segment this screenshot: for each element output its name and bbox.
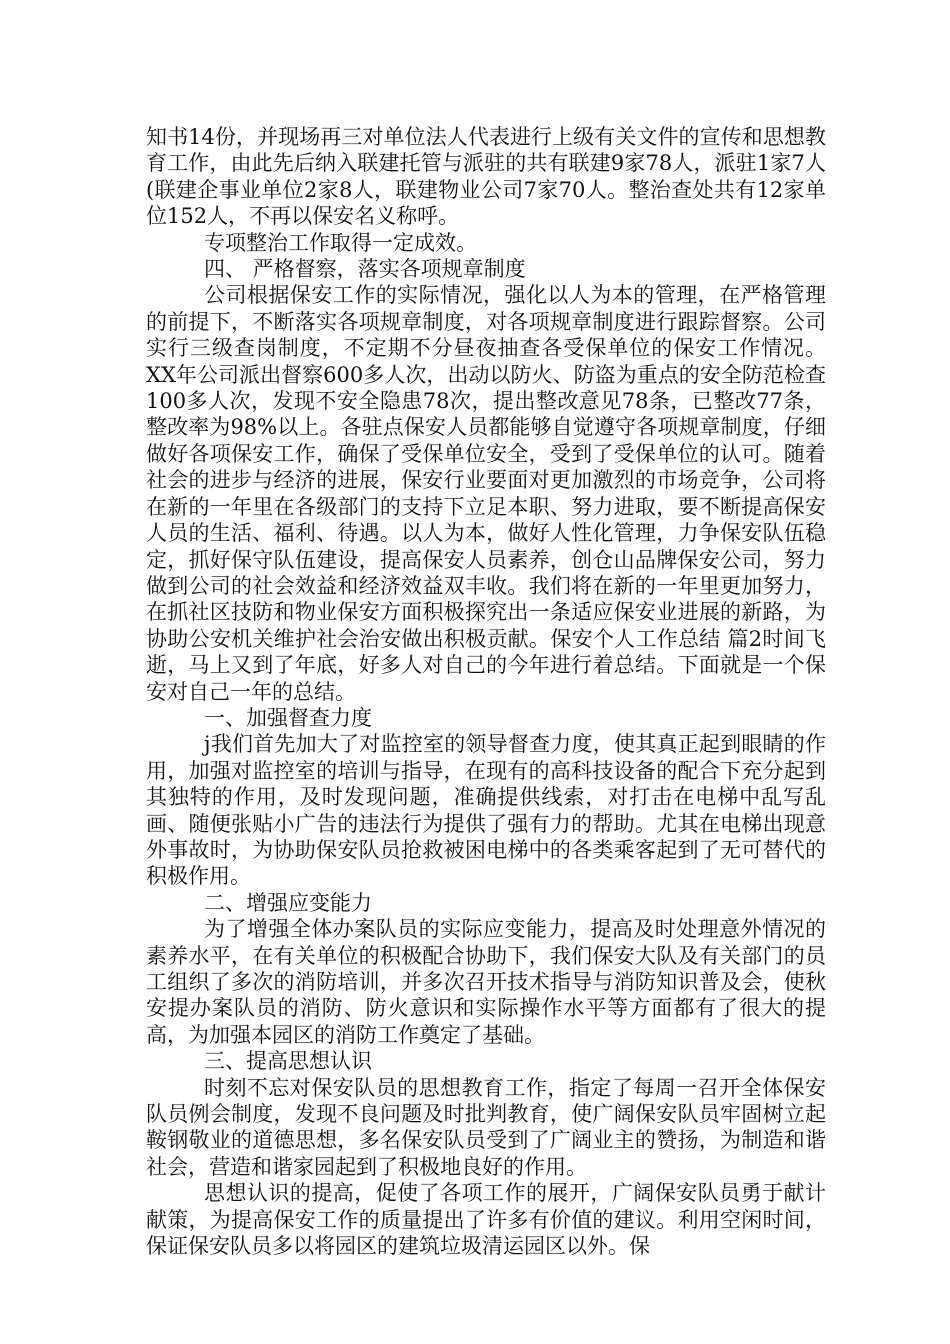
section-heading-4: 四、 严格督察，落实各项规章制度 (204, 257, 526, 282)
paragraph-4: j我们首先加大了对监控室的领导督查力度，使其真正起到眼睛的作用，加强对监控室的培训与指导，在现有的高科技设备的配合下充分起到其独特的作用，及时发现问题，准确提供线索，对打击在电梯中乱写乱画、随便张贴小广告的违法行为提供了强有力的帮助。尤其在电梯出现意外事故时，为协助保安队员抢救被困电梯中的各类乘客起到了无可替代的积极作用。 (146, 732, 826, 889)
section-heading-3: 三、提高思想认识 (204, 1049, 372, 1074)
section-heading-2: 二、增强应变能力 (204, 890, 372, 915)
section-heading-1: 一、加强督查力度 (204, 705, 372, 730)
paragraph-1: 知书14份，并现场再三对单位法人代表进行上级有关文件的宣传和思想教育工作，由此先后纳入联建托管与派驻的共有联建9家78人，派驻1家7人(联建企事业单位2家8人，联建物业公司7家70人。整治查处共有12家单位152人，不再以保安名义称呼。 (146, 125, 826, 229)
document-page (146, 124, 826, 1259)
paragraph-6: 时刻不忘对保安队员的思想教育工作，指定了每周一召开全体保安队员例会制度，发现不良问题及时批判教育，使广阔保安队员牢固树立起鞍钢敬业的道德思想，多名保安队员受到了广阔业主的赞扬，为制造和谐社会，营造和谐家园起到了积极地良好的作用。 (146, 1075, 826, 1179)
paragraph-2: 专项整治工作取得一定成效。 (204, 230, 477, 255)
paragraph-5: 为了增强全体办案队员的实际应变能力，提高及时处理意外情况的素养水平，在有关单位的积极配合协助下，我们保安大队及有关部门的员工组织了多次的消防培训，并多次召开技术指导与消防知识普及会，使秋安提办案队员的消防、防火意识和实际操作水平等方面都有了很大的提高，为加强本园区的消防工作奠定了基础。 (146, 917, 826, 1047)
paragraph-3: 公司根据保安工作的实际情况，强化以人为本的管理，在严格管理的前提下，不断落实各项规章制度，对各项规章制度进行跟踪督察。公司实行三级查岗制度，不定期不分昼夜抽查各受保单位的保安工作情况。XX年公司派出督察600多人次，出动以防火、防盗为重点的安全防范检查100多人次，发现不安全隐患78次，提出整改意见78条，已整改77条，整改率为98%以上。各驻点保安人员都能够自觉遵守各项规章制度，仔细做好各项保安工作，确保了受保单位安全，受到了受保单位的认可。随着社会的进步与经济的进展，保安行业要面对更加激烈的市场竞争，公司将在新的一年里在各级部门的支持下立足本职、努力进取，要不断提高保安人员的生活、福利、待遇。以人为本，做好人性化管理，力争保安队伍稳定，抓好保守队伍建设，提高保安人员素养，创仓山品牌保安公司，努力做到公司的社会效益和经济效益双丰收。我们将在新的一年里更加努力，在抓社区技防和物业保安方面积极探究出一条适应保安业进展的新路，为协助公安机关维护社会治安做出积极贡献。保安个人工作总结 篇2时间飞逝，马上又到了年底，好多人对自己的今年进行着总结。下面就是一个保安对自己一年的总结。 (146, 283, 826, 704)
paragraph-7: 思想认识的提高，促使了各项工作的展开，广阔保安队员勇于献计献策，为提高保安工作的质量提出了许多有价值的建议。利用空闲时间，保证保安队员多以将园区的建筑垃圾清运园区以外。保 (146, 1181, 826, 1259)
